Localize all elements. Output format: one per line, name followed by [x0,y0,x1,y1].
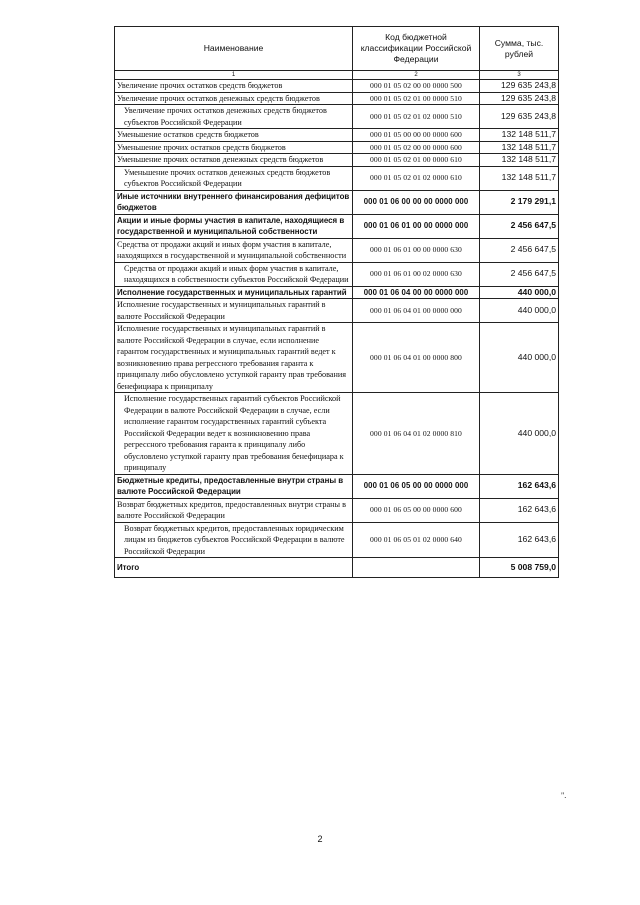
row-name: Бюджетные кредиты, предоставленные внутри страны в валюте Российской Федерации [115,474,353,498]
row-code: 000 01 06 05 00 00 0000 600 [353,498,480,522]
row-name: Увеличение прочих остатков денежных средств бюджетов [115,92,353,105]
row-sum: 132 148 511,7 [480,166,559,190]
table-row [115,80,559,93]
row-name: Увеличение прочих остатков средств бюджетов [115,80,353,93]
row-sum: 2 456 647,5 [480,238,559,262]
table-row [115,214,559,238]
row-name: Исполнение государственных и муниципальных гарантий в валюте Российской Федерации [115,299,353,323]
row-sum: 440 000,0 [480,393,559,475]
table-row [115,323,559,393]
table-row [115,92,559,105]
total-label: Итого [115,558,353,578]
row-code: 000 01 05 02 01 00 0000 610 [353,154,480,167]
table-row [115,262,559,286]
row-sum: 2 456 647,5 [480,214,559,238]
table-row [115,286,559,299]
header-name: Наименование [115,27,353,71]
table-row [115,129,559,142]
row-sum: 162 643,6 [480,474,559,498]
row-code: 000 01 06 00 00 00 0000 000 [353,190,480,214]
table-row [115,393,559,475]
table-row [115,166,559,190]
table-row [115,105,559,129]
table-row [115,238,559,262]
row-name: Исполнение государственных гарантий субъектов Российской Федерации в валюте Российской Федерации в случае, если исполнение гарантом государственных гарантий субъекта Российской Федерации ведет к возникновению права регрессного требования гаранта к принципалу либо обусловлено уступкой гаранту прав требования бенефициара к принципалу [115,393,353,475]
total-sum: 5 008 759,0 [480,558,559,578]
budget-sources-table [114,26,559,578]
row-code: 000 01 05 02 00 00 0000 600 [353,141,480,154]
row-code: 000 01 05 02 00 00 0000 500 [353,80,480,93]
row-name: Акции и иные формы участия в капитале, находящиеся в государственной и муниципальной собственности [115,214,353,238]
table-row [115,190,559,214]
row-sum: 440 000,0 [480,299,559,323]
row-code: 000 01 06 04 01 00 0000 000 [353,299,480,323]
row-code: 000 01 06 01 00 02 0000 630 [353,262,480,286]
row-name: Средства от продажи акций и иных форм участия в капитале, находящихся в государственной и муниципальной собственности [115,238,353,262]
row-name: Уменьшение прочих остатков денежных средств бюджетов субъектов Российской Федерации [115,166,353,190]
row-sum: 162 643,6 [480,522,559,558]
row-code: 000 01 05 00 00 00 0000 600 [353,129,480,142]
row-name: Средства от продажи акций и иных форм участия в капитале, находящихся в собственности субъектов Российской Федерации [115,262,353,286]
row-sum: 162 643,6 [480,498,559,522]
row-sum: 129 635 243,8 [480,80,559,93]
column-number-row [115,71,559,80]
row-sum: 129 635 243,8 [480,92,559,105]
table-row [115,141,559,154]
column-number: 1 [115,71,353,80]
closing-quote: ". [561,791,567,800]
row-sum: 440 000,0 [480,323,559,393]
table-row [115,522,559,558]
row-code: 000 01 06 04 01 00 0000 800 [353,323,480,393]
row-name: Иные источники внутреннего финансирования дефицитов бюджетов [115,190,353,214]
table-row [115,474,559,498]
row-code: 000 01 06 04 00 00 0000 000 [353,286,480,299]
row-name: Возврат бюджетных кредитов, предоставленных юридическим лицам из бюджетов субъектов Российской Федерации в валюте Российской Федерации [115,522,353,558]
header-sum: Сумма, тыс. рублей [480,27,559,71]
total-row [115,558,559,578]
total-code [353,558,480,578]
row-name: Возврат бюджетных кредитов, предоставленных внутри страны в валюте Российской Федерации [115,498,353,522]
page-number: 2 [317,834,323,844]
row-sum: 440 000,0 [480,286,559,299]
row-sum: 129 635 243,8 [480,105,559,129]
row-code: 000 01 06 01 00 00 0000 000 [353,214,480,238]
table-row [115,498,559,522]
row-code: 000 01 05 02 01 02 0000 610 [353,166,480,190]
table-row [115,154,559,167]
row-name: Исполнение государственных и муниципальных гарантий [115,286,353,299]
column-number: 3 [480,71,559,80]
row-name: Уменьшение прочих остатков денежных средств бюджетов [115,154,353,167]
header-code: Код бюджетной классификации Российской Федерации [353,27,480,71]
row-code: 000 01 06 01 00 00 0000 630 [353,238,480,262]
column-number: 2 [353,71,480,80]
row-code: 000 01 05 02 01 02 0000 510 [353,105,480,129]
row-name: Исполнение государственных и муниципальных гарантий в валюте Российской Федерации в случае, если исполнение гарантом государственных и муниципальных гарантий ведет к возникновению права регрессного требования гаранта к принципалу либо обусловлено уступкой гаранту прав требования бенефициара к принципалу [115,323,353,393]
row-sum: 132 148 511,7 [480,141,559,154]
row-code: 000 01 06 05 01 02 0000 640 [353,522,480,558]
row-code: 000 01 06 04 01 02 0000 810 [353,393,480,475]
row-sum: 132 148 511,7 [480,129,559,142]
row-sum: 132 148 511,7 [480,154,559,167]
row-code: 000 01 06 05 00 00 0000 000 [353,474,480,498]
row-sum: 2 456 647,5 [480,262,559,286]
table-body [115,80,559,558]
row-name: Увеличение прочих остатков денежных средств бюджетов субъектов Российской Федерации [115,105,353,129]
row-sum: 2 179 291,1 [480,190,559,214]
row-name: Уменьшение прочих остатков средств бюджетов [115,141,353,154]
row-name: Уменьшение остатков средств бюджетов [115,129,353,142]
table-header-row [115,27,559,71]
table-row [115,299,559,323]
row-code: 000 01 05 02 01 00 0000 510 [353,92,480,105]
